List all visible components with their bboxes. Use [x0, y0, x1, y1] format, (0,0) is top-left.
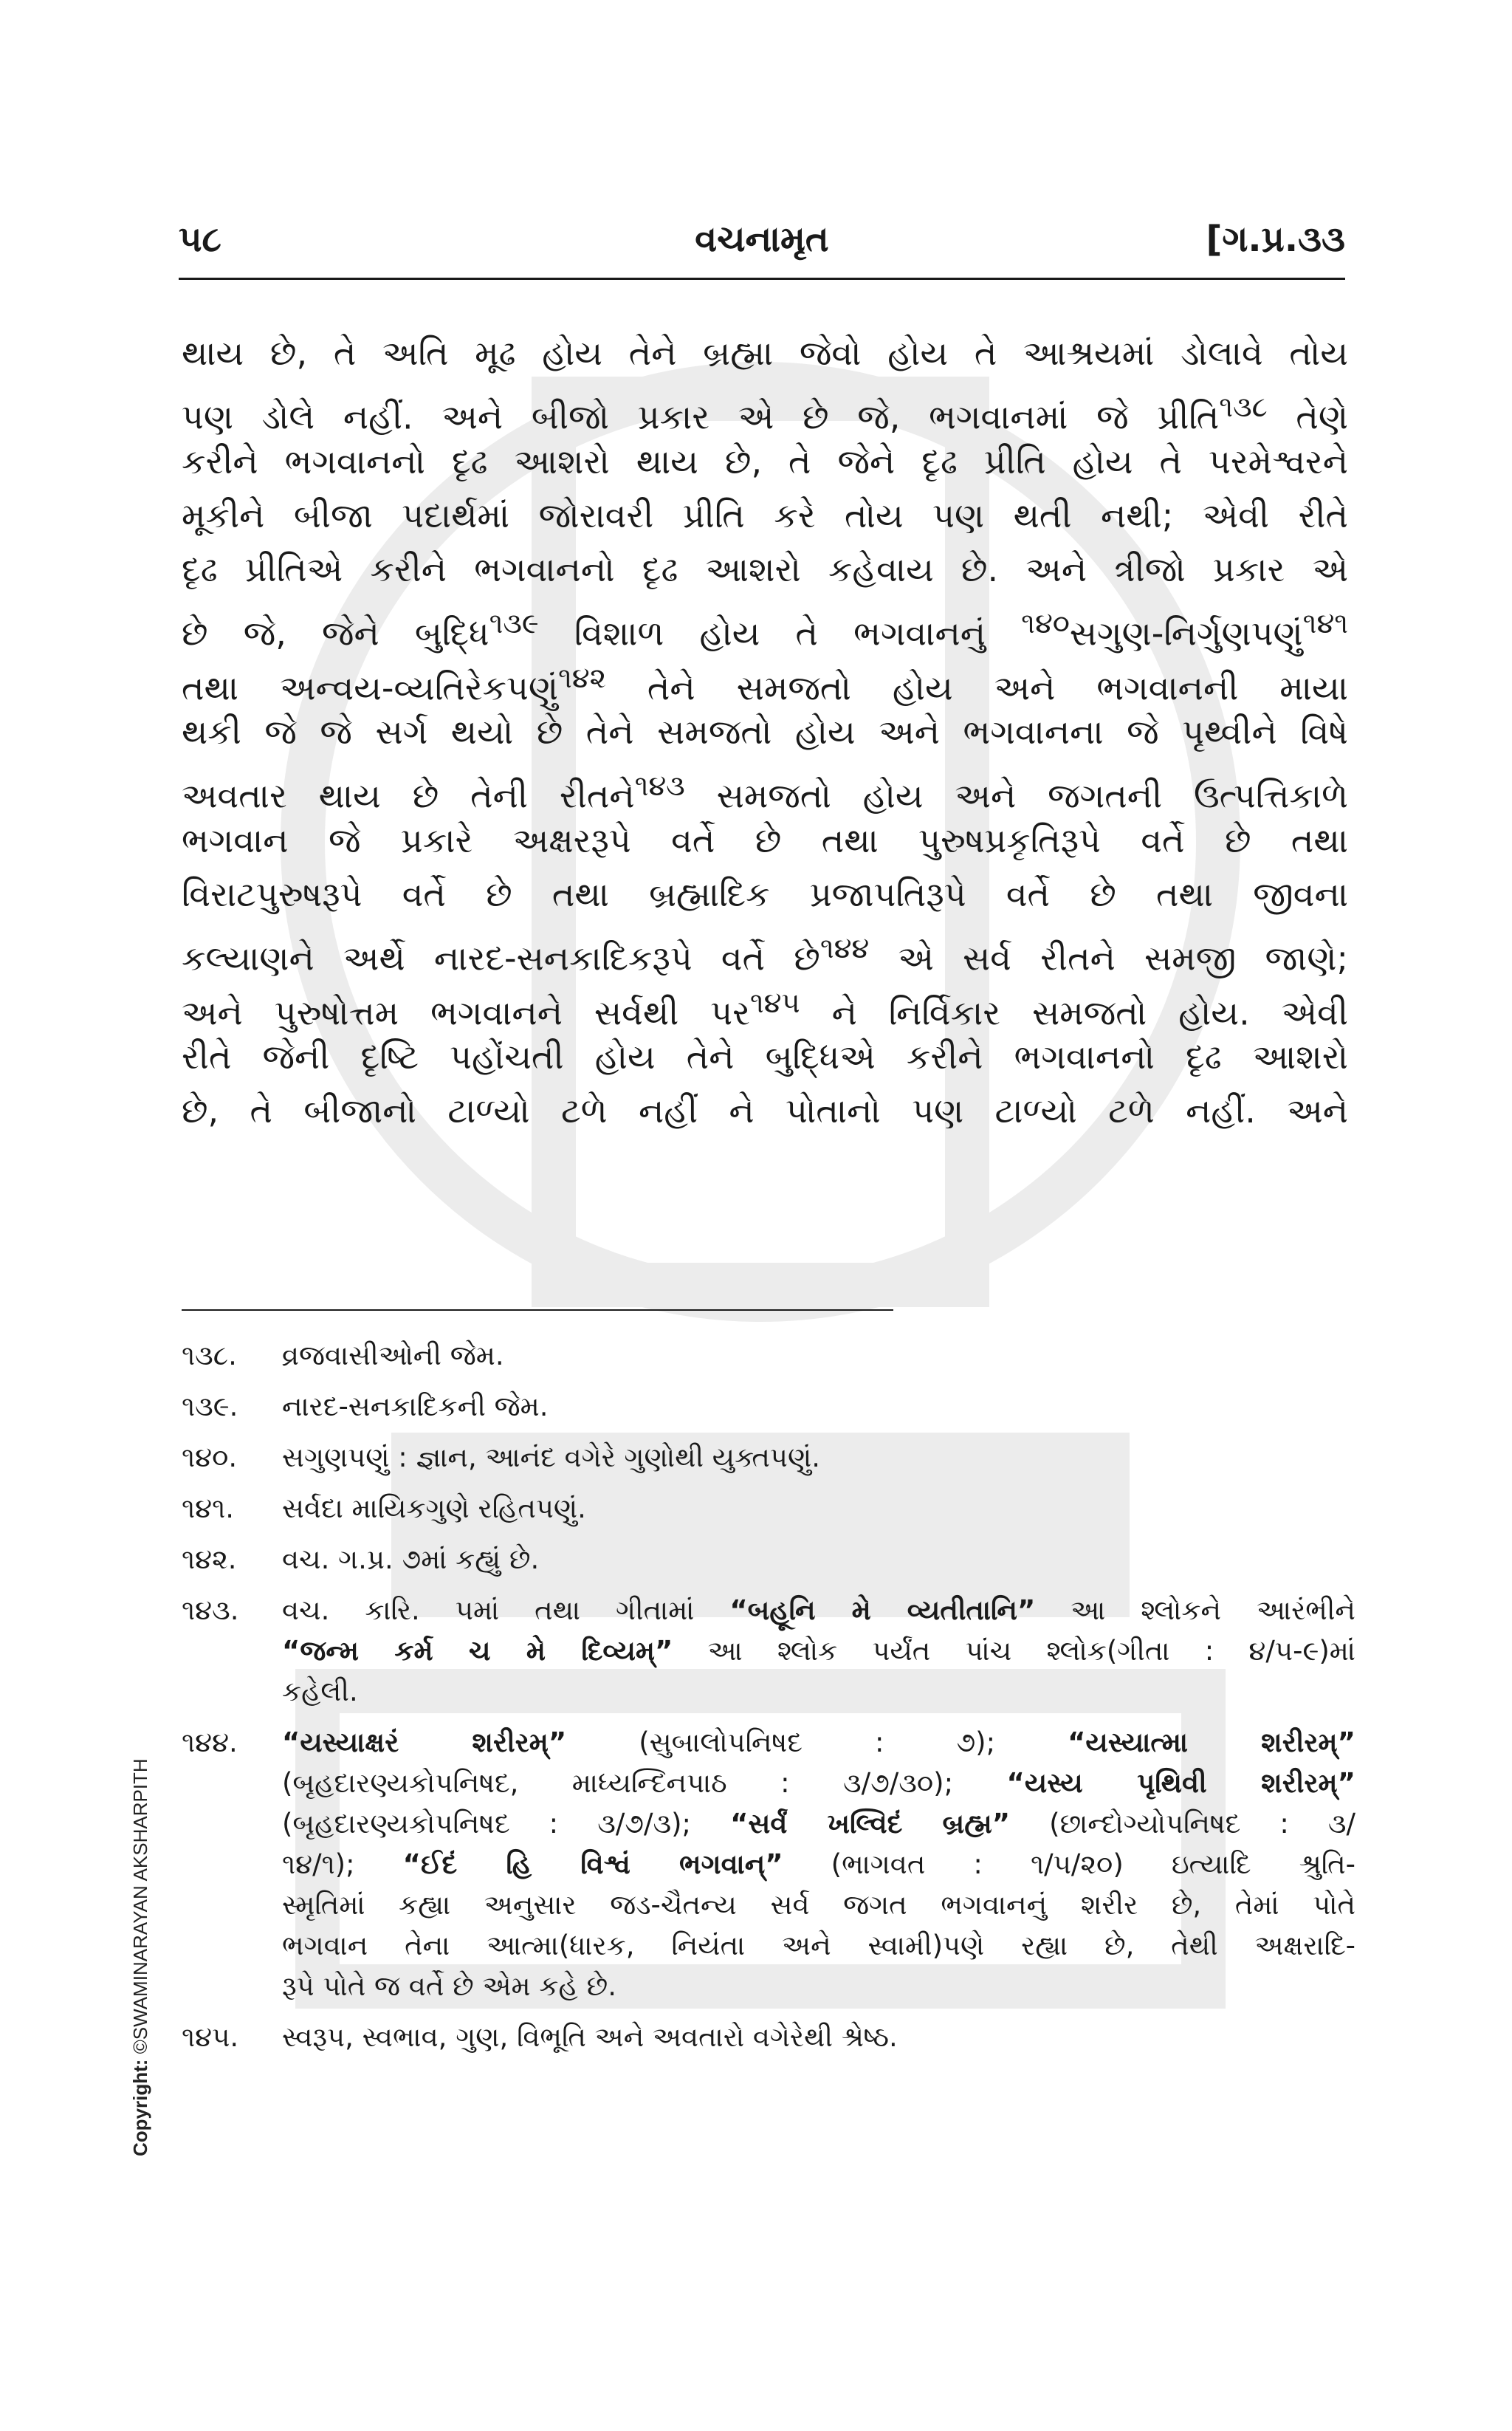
footnote-number: ૧૪૩. — [182, 1594, 239, 1626]
body-line: થકી જે જે સર્ગ થયો છે તેને સમજતો હોય અને ભગવાનના જે પૃથ્વીને વિષે — [182, 712, 1348, 752]
body-line: કલ્યાણને અર્થે નારદ-સનકાદિકરૂપે વર્તે છે$^{૧૪૪}$ એ સર્વ રીતને સમજી જાણે; — [182, 932, 1348, 978]
body-line: છે જે, જેને બુદ્ધિ$^{૧૩૯}$ વિશાળ હોય તે ભગવાનનું $^{૧૪૦}$સગુણ-નિર્ગુણપણું$^{૧૪૧}$ — [182, 607, 1348, 654]
footnote-ref[interactable]: ૧૪૪ — [819, 932, 870, 966]
running-title: વચનામૃત — [695, 219, 829, 260]
body-line: છે, તે બીજાનો ટાળ્યો ટળે નહીં ને પોતાનો પણ ટાળ્યો ટળે નહીં. અને — [182, 1091, 1348, 1131]
footnote-ref[interactable]: ૧૪૦ — [1021, 607, 1070, 641]
body-text — [182, 326, 1348, 1138]
body-line: વિરાટપુરુષરૂપે વર્તે છે તથા બ્રહ્માદિક પ્રજાપતિરૂપે વર્તે છે તથા જીવના — [182, 874, 1348, 914]
footnote — [182, 1335, 1355, 1376]
footnote — [182, 1437, 1355, 1478]
body-line: થાય છે, તે અતિ મૂઢ હોય તેને બ્રહ્મા જેવો હોય તે આશ્રયમાં ડોલાવે તોય — [182, 333, 1348, 373]
body-line: તથા અન્વય-વ્યતિરેકપણું$^{૧૪૨}$ તેને સમજતો હોય અને ભગવાનની માયા — [182, 661, 1348, 708]
footnote — [182, 1386, 1355, 1427]
footnote-text: સ્વરૂપ, સ્વભાવ, ગુણ, વિભૂતિ અને અવતારો વગેરેથી શ્રેષ્ઠ. — [282, 2021, 898, 2053]
footnote-ref[interactable]: ૧૪૨ — [557, 661, 606, 695]
footnote — [182, 1539, 1355, 1580]
footnote-ref[interactable]: ૧૪૧ — [1302, 607, 1348, 641]
body-line: રીતે જેની દૃષ્ટિ પહોંચતી હોય તેને બુદ્ધિએ કરીને ભગવાનનો દૃઢ આશરો — [182, 1036, 1348, 1077]
footnote-text: વચ. ગ.પ્ર. ૭માં કહ્યું છે. — [282, 1543, 540, 1575]
body-line: કરીને ભગવાનનો દૃઢ આશરો થાય છે, તે જેને દૃઢ પ્રીતિ હોય તે પરમેશ્વરને — [182, 441, 1348, 481]
body-line: દૃઢ પ્રીતિએ કરીને ભગવાનનો દૃઢ આશરો કહેવાય છે. અને ત્રીજો પ્રકાર એ — [182, 549, 1348, 590]
body-line: ભગવાન જે પ્રકારે અક્ષરરૂપે વર્તે છે તથા પુરુષપ્રકૃતિરૂપે વર્તે છે તથા — [182, 820, 1348, 860]
header-rule — [179, 278, 1345, 280]
section-reference: [ગ.પ્ર.૩૩ — [1206, 219, 1345, 260]
footnotes — [182, 1335, 1355, 2068]
copyright-notice: Copyright: ©SWAMINARAYAN AKSHARPITH — [129, 1758, 151, 2156]
footnote — [182, 1590, 1355, 1712]
footnote — [182, 2017, 1355, 2057]
body-line: પણ ડોલે નહીં. અને બીજો પ્રકાર એ છે જે, ભગવાનમાં જે પ્રીતિ$^{૧૩૮}$ તેણે — [182, 391, 1349, 437]
footnote-text: વ્રજવાસીઓની જેમ. — [282, 1340, 504, 1371]
footnote-number: ૧૪૫. — [182, 2021, 239, 2053]
footnote-text: સર્વદા માયિકગુણે રહિતપણું. — [282, 1492, 586, 1524]
body-line: મૂકીને બીજા પદાર્થમાં જોરાવરી પ્રીતિ કરે તોય પણ થતી નથી; એવી રીતે — [182, 495, 1348, 535]
footnote-number: ૧૪૨. — [182, 1543, 237, 1575]
footnote-text: સગુણપણું : જ્ઞાન, આનંદ વગેરે ગુણોથી યુક્તપણું. — [282, 1441, 820, 1473]
footnote-ref[interactable]: ૧૪૫ — [749, 986, 800, 1020]
body-line: અવતાર થાય છે તેની રીતને$^{૧૪૩}$ સમજતો હોય અને જગતની ઉત્પત્તિકાળે — [182, 769, 1349, 816]
footnote-ref[interactable]: ૧૩૮ — [1219, 391, 1268, 425]
footnote-ref[interactable]: ૧૪૩ — [634, 769, 685, 803]
footnote — [182, 1722, 1355, 2006]
footnote-text: નારદ-સનકાદિકની જેમ. — [282, 1391, 549, 1422]
body-line: અને પુરુષોત્તમ ભગવાનને સર્વથી પર$^{૧૪૫}$ ને નિર્વિકાર સમજતો હોય. એવી — [182, 986, 1348, 1032]
footnote-ref[interactable]: ૧૩૯ — [489, 607, 539, 641]
footnote — [182, 1488, 1355, 1529]
footnote-number: ૧૪૪. — [182, 1727, 238, 1758]
footnote-number: ૧૩૯. — [182, 1391, 238, 1422]
page-number: ૫૮ — [179, 219, 221, 260]
footnote-number: ૧૩૮. — [182, 1340, 237, 1371]
footnote-text: “યસ્યાક્ષરં શરીરમ્” (સુબાલોપનિષદ : ૭); “યસ્યાત્મા શરીરમ્” (બૃહદારણ્યકોપનિષદ, માધ્યન્દિનપાઠ : ૩/૭/૩૦); “યસ્ય પૃથિવી શરીરમ્” (બૃહદારણ્યકોપનિષદ : ૩/૭/૩); “સર્વં ખલ્વિદં બ્રહ્મ” (છાન્દોગ્યોપનિષદ : ૩/ ૧૪/૧); “ઈદં હિ વિશ્વં ભગવાન્” (ભાગવત : ૧/૫/૨૦) ઇત્યાદિ શ્રુતિ- સ્મૃતિમાં કહ્યા અનુસાર જડ-ચૈતન્ય સર્વ જગત ભગવાનનું શરીર છે, તેમાં પોતે ભગવાન તેના આત્મા(ધારક, નિયંતા અને સ્વામી)પણે રહ્યા છે, તેથી અક્ષરાદિ- રૂપે પોતે જ વર્તે છે એમ કહે છે. — [282, 1727, 1356, 2002]
footnote-rule — [182, 1309, 893, 1311]
page-header — [179, 219, 1345, 270]
footnote-number: ૧૪૧. — [182, 1492, 234, 1524]
footnote-number: ૧૪૦. — [182, 1441, 238, 1473]
footnote-text: વચ. કારિ. ૫માં તથા ગીતામાં “બહૂનિ મે વ્યતીતાનિ” આ શ્લોકને આરંભીને “જન્મ કર્મ ચ મે દિવ્યમ્” આ શ્લોક પર્યંત પાંચ શ્લોક(ગીતા : ૪/૫-૯)માં કહેલી. — [282, 1594, 1355, 1707]
